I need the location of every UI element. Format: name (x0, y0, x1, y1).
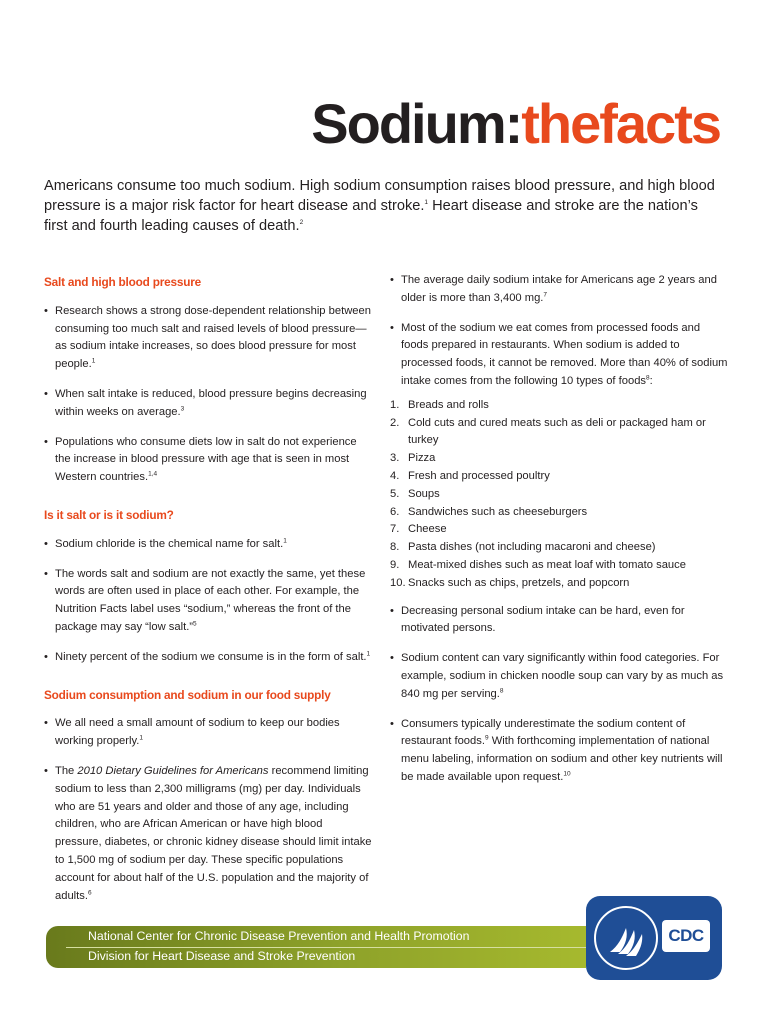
list-item: 5. Soups (390, 487, 440, 500)
list-item: 10. Snacks such as chips, pretzels, and popcorn (390, 576, 630, 589)
bullet-item: • Consumers typically underestimate the sodium content of restaurant foods.$^9$ With forthcoming implementation of national menu labeling, information on sodium and other key nutrients will be made available upon request.$^{10}$ (390, 716, 730, 787)
footnote-ref: 2 (299, 219, 304, 227)
footnote-ref: 3 (180, 405, 185, 413)
section-heading: Sodium consumption and sodium in our food supply (44, 687, 331, 702)
section-heading: Salt and high blood pressure (44, 275, 201, 289)
cdc-wordmark: CDC (662, 920, 710, 952)
list-item: 9. Meat-mixed dishes such as meat loaf with tomato sauce (390, 558, 686, 571)
bullet-item: • The average daily sodium intake for Americans age 2 years and older is more than 3,400 mg.$^7$ (390, 272, 730, 308)
list-item: 7. Cheese (390, 523, 447, 536)
footnote-ref: 9 (484, 734, 489, 742)
footnote-ref: 1 (139, 734, 143, 742)
page-title (311, 92, 720, 155)
intro-paragraph: Americans consume too much sodium. High sodium consumption raises blood pressure, and high blood pressure is a major risk factor for heart disease and stroke.$^1$ Heart disease and stroke are the nation’s first and fourth leading causes of death.$^2$ (44, 178, 715, 234)
footnote-ref: 7 (543, 291, 548, 299)
section-heading: Is it salt or is it sodium? (44, 507, 174, 522)
section-salt-or-sodium (44, 507, 372, 667)
list-item: 8. Pasta dishes (not including macaroni and cheese) (390, 541, 656, 554)
list-item: 4. Fresh and processed poultry (390, 469, 550, 482)
list-item: 1. Breads and rolls (390, 398, 489, 411)
footnote-ref: 8 (499, 687, 504, 694)
section-sodium-consumption (44, 687, 372, 906)
footnote-ref: 1 (91, 357, 96, 365)
footnote-ref: 1,4 (148, 470, 158, 478)
title-part-sodium: Sodium: (311, 92, 522, 155)
bullet-item: • Research shows a strong dose-dependent relationship between consuming too much salt and raised levels of blood pressure—as sodium intake increases, so does blood pressure for most people.$^1$ (44, 303, 372, 374)
footnote-ref: 10 (563, 770, 571, 778)
left-column (44, 274, 372, 917)
bullet-item: • Most of the sodium we eat comes from processed foods and foods prepared in restaurants. When sodium is added to processed foods, it cannot be removed. More than 40% of sodium intake comes from the following 10 types of foods$^8$: (390, 320, 730, 391)
footer-banner (46, 926, 586, 968)
footer-center-name: National Center for Chronic Disease Prevention and Health Promotion (88, 929, 470, 943)
bullet-item: • Populations who consume diets low in salt do not experience the increase in blood pressure with age that is seen in most Western countries.$^{1,4}$ (44, 434, 372, 487)
bullet-item: • Sodium content can vary significantly within food categories. For example, sodium in chicken noodle soup can vary by as much as 840 mg per serving.$^8$ (390, 650, 730, 703)
footer-division-name: Division for Heart Disease and Stroke Prevention (88, 949, 356, 963)
hhs-eagle-icon (596, 908, 656, 968)
title-part-thefacts: thefacts (521, 92, 720, 155)
bullet-item: • The 2010 Dietary Guidelines for Americans recommend limiting sodium to less than 2,300 milligrams (mg) per day. Individuals who are 51 years and older and those of any age, including children, who are African American or have high blood pressure, diabetes, or chronic kidney disease should limit intake to 1,500 mg of sodium per day. These specific populations account for about half of the U.S. population and the majority of adults.$^6$ (44, 763, 372, 905)
footnote-ref: 1 (283, 537, 287, 545)
bullet-item: • We all need a small amount of sodium to keep our bodies working properly.$^1$ (44, 715, 372, 751)
footnote-ref: 5 (193, 620, 197, 628)
footnote-ref: 1 (366, 650, 371, 658)
cdc-logo (586, 896, 722, 980)
footnote-ref: 1 (424, 199, 429, 207)
bullet-item: • The words salt and sodium are not exactly the same, yet these words are often used in place of each other. For example, the Nutrition Facts label uses “sodium,” whereas the front of the package may say “low salt.”$^5$ (44, 566, 372, 637)
section-salt-blood-pressure (44, 274, 372, 487)
bullet-item: • Decreasing personal sodium intake can be hard, even for motivated persons. (390, 603, 730, 639)
list-item: 6. Sandwiches such as cheeseburgers (390, 505, 588, 518)
hhs-seal-icon (594, 906, 658, 970)
right-column (390, 272, 730, 799)
bullet-item: • Ninety percent of the sodium we consume is in the form of salt.$^1$ (44, 649, 372, 667)
footnote-ref: 8 (646, 374, 650, 382)
bullet-item: • Sodium chloride is the chemical name for salt.$^1$ (44, 536, 372, 554)
list-item: 2. Cold cuts and cured meats such as deli or packaged ham or turkey (390, 416, 706, 447)
list-item: 3. Pizza (390, 452, 436, 465)
foods-list (390, 397, 730, 593)
guidelines-title: 2010 Dietary Guidelines for Americans (77, 764, 269, 777)
bullet-item: • When salt intake is reduced, blood pressure begins decreasing within weeks on average.$^3$ (44, 386, 372, 422)
footnote-ref: 6 (87, 888, 92, 896)
